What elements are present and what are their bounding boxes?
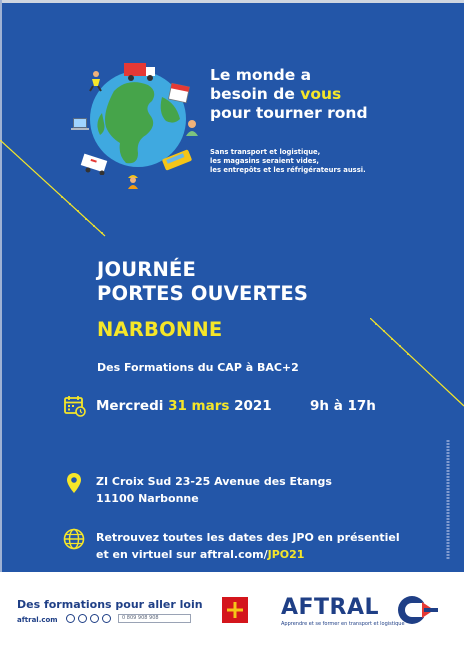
phone-number: 0 809 908 908 (118, 614, 191, 623)
headline-line3: pour tourner rond (210, 104, 368, 122)
globe-icon (63, 528, 85, 550)
footer-tagline: Des formations pour aller loin (17, 598, 203, 611)
ambulance-icon (80, 153, 110, 175)
laptop-icon (70, 116, 90, 132)
headline-accent: vous (300, 85, 342, 103)
aftral-logo-icon (396, 594, 442, 626)
youtube-icon[interactable] (102, 614, 111, 623)
web-line2 (96, 546, 400, 563)
person-icon (86, 70, 106, 92)
event-title (97, 258, 308, 306)
subline-line3: les entrepôts et les réfrigérateurs aussi. (210, 166, 366, 174)
worker-icon (183, 118, 201, 138)
headline (210, 66, 410, 123)
web-line2-text: et en virtuel sur aftral.com/ (96, 548, 268, 561)
region-logo (222, 597, 248, 623)
subline (210, 148, 410, 175)
location-pin-icon (66, 472, 82, 494)
event-hours: 9h à 17h (310, 398, 376, 414)
dashed-line-right (370, 318, 464, 408)
event-formations: Des Formations du CAP à BAC+2 (97, 361, 299, 374)
subline-line1: Sans transport et logistique, (210, 148, 321, 156)
facebook-icon[interactable] (66, 614, 75, 623)
event-address (96, 473, 332, 507)
brand-tagline: Apprendre et se former en transport et logistique (281, 621, 405, 627)
calendar-sticker-icon (168, 82, 190, 104)
web-link-accent[interactable]: JPO21 (267, 548, 305, 561)
subline-line2: les magasins seraient vides, (210, 157, 319, 165)
brand-logo-text: AFTRAL (281, 595, 380, 620)
event-date-year: 2021 (229, 398, 272, 414)
headline-line2-text: besoin de (210, 85, 301, 103)
bus-icon (160, 148, 194, 174)
headline-line1: Le monde a (210, 66, 312, 84)
headline-line2 (210, 85, 410, 104)
scan-edge-left (0, 0, 2, 572)
scan-edge-top (0, 0, 464, 3)
legal-fine-print (443, 430, 453, 570)
calendar-icon (63, 394, 87, 418)
event-date-accent: 31 mars (168, 398, 230, 414)
twitter-icon[interactable] (90, 614, 99, 623)
truck-icon (122, 60, 158, 82)
helmet-worker-icon (125, 172, 141, 190)
event-title-line2: PORTES OUVERTES (97, 282, 309, 305)
event-date (96, 398, 272, 414)
address-line1: ZI Croix Sud 23-25 Avenue des Etangs (96, 475, 332, 488)
web-line1: Retrouvez toutes les dates des JPO en présentiel (96, 531, 400, 544)
linkedin-icon[interactable] (78, 614, 87, 623)
event-title-line1: JOURNÉE (97, 258, 197, 281)
event-city: NARBONNE (97, 318, 223, 341)
address-line2: 11100 Narbonne (96, 492, 199, 505)
event-web-info (96, 529, 400, 563)
event-date-weekday: Mercredi (96, 398, 169, 414)
occitanie-cross-icon (222, 597, 248, 623)
footer-site-link[interactable]: aftral.com (17, 616, 58, 624)
